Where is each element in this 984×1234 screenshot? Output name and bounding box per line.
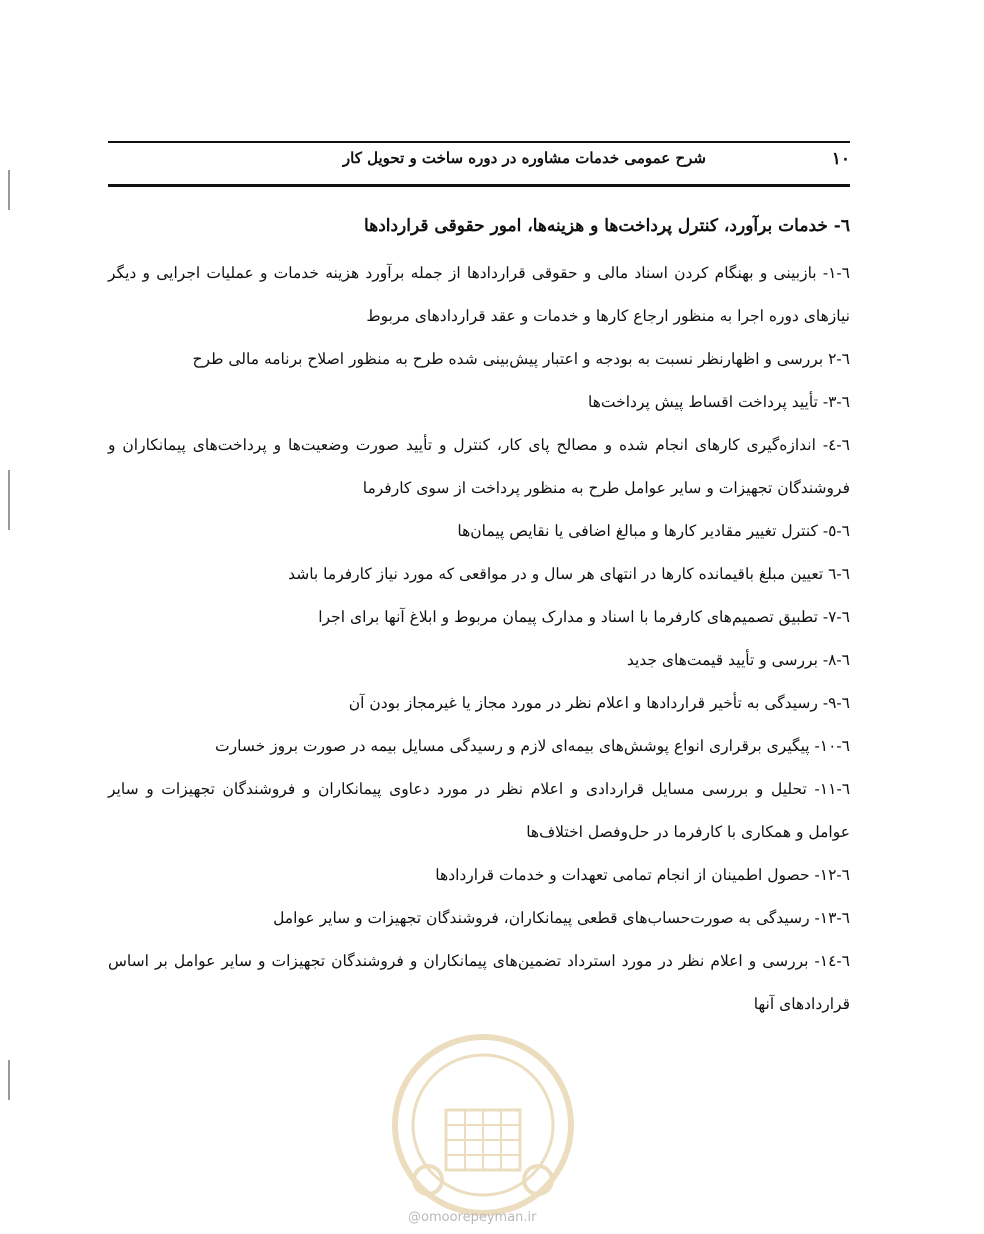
item-number: ٦-١٣- [814,909,850,927]
item-number: ٦-٦ [828,565,850,583]
item-number: ٦-١- [822,264,850,282]
list-item [108,897,850,940]
list-item [108,510,850,553]
list-item [108,338,850,381]
header-top-rule [108,141,850,143]
item-text: اندازه‌گیری کارهای انجام شده و مصالح پای کار، کنترل و تأیید صورت وضعیت‌ها و پرداخت‌های پیمانکاران و فروشندگان تجهیزات و سایر عوامل طرح به منظور پرداخت از سوی کارفرما [108,436,850,497]
item-text: بررسی و اظهارنظر نسبت به بودجه و اعتبار پیش‌بینی شده طرح به منظور اصلاح برنامه مالی طرح [192,350,824,368]
section-heading: ٦- خدمات برآورد، کنترل پرداخت‌ها و هزینه‌ها، امور حقوقی قراردادها [364,216,850,236]
item-number: ٦-٤- [822,436,850,454]
list-item [108,639,850,682]
item-number: ٦-٩- [822,694,850,712]
item-number: ٦-٥- [822,522,850,540]
list-item [108,553,850,596]
item-text: تحلیل و بررسی مسایل قراردادی و اعلام نظر در مورد دعاوی پیمانکاران و فروشندگان تجهیزات و سایر عوامل و همکاری با کارفرما در حل‌وفصل اختلاف‌ها [108,780,850,841]
running-header-title: شرح عمومی خدمات مشاوره در دوره ساخت و تحویل کار [342,149,706,167]
item-text: تعیین مبلغ باقیمانده کارها در انتهای هر سال و در مواقعی که مورد نیاز کارفرما باشد [288,565,824,583]
list-item [108,725,850,768]
item-number: ٦-١١- [814,780,851,798]
left-edge-mark [8,1060,10,1100]
list-item [108,424,850,510]
item-text: رسیدگی به تأخیر قراردادها و اعلام نظر در مورد مجاز یا غیرمجاز بودن آن [348,694,818,712]
item-text: حصول اطمینان از انجام تمامی تعهدات و خدمات قراردادها [435,866,810,884]
list-item [108,854,850,897]
item-number: ٦-١٠- [814,737,850,755]
item-text: بررسی و تأیید قیمت‌های جدید [626,651,818,669]
item-number: ٦-٣- [822,393,850,411]
watermark-handle: @omoorepeyman.ir [408,1210,537,1225]
list-item [108,768,850,854]
item-number: ٦-١٤- [814,952,850,970]
item-text: تطبیق تصمیم‌های کارفرما با اسناد و مدارک پیمان مربوط و ابلاغ آنها برای اجرا [318,608,818,626]
list-item [108,252,850,338]
watermark-seal-icon [388,1030,578,1220]
list-item [108,596,850,639]
item-number: ٦-٢ [828,350,850,368]
page-body [108,212,850,1026]
item-text: تأیید پرداخت اقساط پیش پرداخت‌ها [588,393,818,411]
left-edge-mark [8,470,10,530]
list-item [108,381,850,424]
item-number: ٦-١٢- [814,866,850,884]
list-item [108,940,850,1026]
header-bottom-rule [108,184,850,187]
item-text: بازبینی و بهنگام کردن اسناد مالی و حقوقی قراردادها از جمله برآورد هزینه خدمات و عملیات اجرایی و دیگر نیازهای دوره اجرا به منظور ارجاع کارها و خدمات و عقد قراردادهای مربوط [108,264,850,325]
item-text: بررسی و اعلام نظر در مورد استرداد تضمین‌های پیمانکاران و فروشندگان تجهیزات و سایر عوامل بر اساس قراردادهای آنها [108,952,850,1013]
item-text: پیگیری برقراری انواع پوشش‌های بیمه‌ای لازم و رسیدگی مسایل بیمه در صورت بروز خسارت [215,737,810,755]
left-edge-mark [8,170,10,210]
item-number: ٦-٨- [822,651,850,669]
page-number: ۱۰ [831,149,850,169]
item-text: رسیدگی به صورت‌حساب‌های قطعی پیمانکاران، فروشندگان تجهیزات و سایر عوامل [273,909,810,927]
item-text: کنترل تغییر مقادیر کارها و مبالغ اضافی یا نقایص پیمان‌ها [457,522,818,540]
list-item [108,682,850,725]
item-number: ٦-٧- [822,608,850,626]
